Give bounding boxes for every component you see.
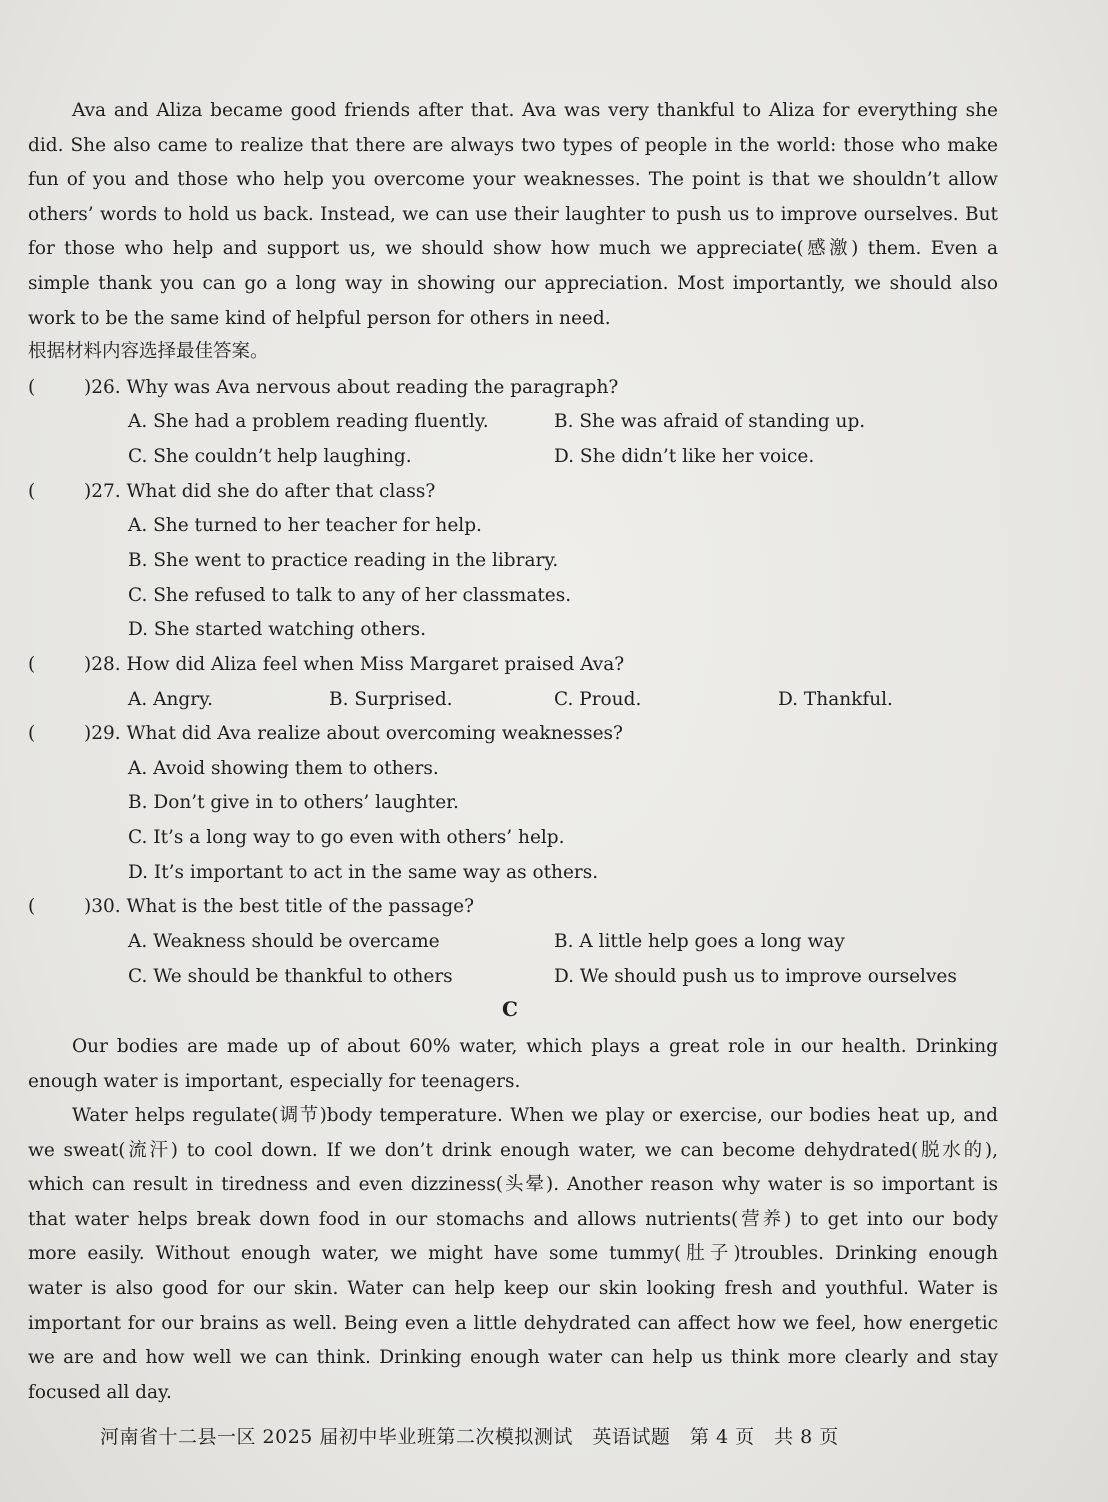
question-30 xyxy=(28,896,474,917)
text-line: simple thank you can go a long way in showing our appreciation. Most importantly, we should also xyxy=(28,272,998,294)
text-line: we sweat(流汗) to cool down. If we don’t drink enough water, we can become dehydrated(脱水的), xyxy=(28,1139,998,1161)
option-d: D. It’s important to act in the same way as others. xyxy=(128,862,599,883)
passage-c-paragraph-2 xyxy=(28,1099,998,1410)
text-line: we are and how well we can think. Drinking enough water can help us think more clearly and stay xyxy=(28,1347,998,1369)
option-b: B. Don’t give in to others’ laughter. xyxy=(128,792,459,813)
option-c: C. She couldn’t help laughing. xyxy=(128,446,412,467)
text-line: Ava and Aliza became good friends after that. Ava was very thankful to Aliza for everything she xyxy=(72,100,998,121)
option-d: D. Thankful. xyxy=(778,689,893,710)
option-a: A. Avoid showing them to others. xyxy=(128,758,439,779)
text-line: which can result in tiredness and even dizziness(头晕). Another reason why water is so important is xyxy=(28,1174,998,1196)
page-footer: 河南省十二县一区 2025 届初中毕业班第二次模拟测试 英语试题 第 4 页 共 8 页 xyxy=(100,1426,839,1448)
answer-bracket[interactable]: ( xyxy=(28,654,36,675)
question-stem: )29. What did Ava realize about overcoming weaknesses? xyxy=(84,723,623,744)
text-line: more easily. Without enough water, we might have some tummy(肚子)troubles. Drinking enough xyxy=(28,1243,998,1265)
text-line: work to be the same kind of helpful person for others in need. xyxy=(28,307,611,329)
option-a: A. She turned to her teacher for help. xyxy=(128,515,482,536)
option-a: A. Weakness should be overcame xyxy=(128,931,440,952)
text-line: water is also good for our skin. Water can help keep our skin looking fresh and youthful. Water is xyxy=(28,1277,998,1299)
option-d: D. She started watching others. xyxy=(128,619,427,640)
section-heading: C xyxy=(502,997,518,1021)
option-b: B. She went to practice reading in the library. xyxy=(128,550,559,571)
answer-bracket[interactable]: ( xyxy=(28,896,36,917)
question-28 xyxy=(28,654,624,675)
text-line: enough water is important, especially for teenagers. xyxy=(28,1070,521,1092)
text-line: focused all day. xyxy=(28,1381,172,1403)
text-line: important for our brains as well. Being even a little dehydrated can affect how we feel, how energetic xyxy=(28,1312,998,1334)
option-d: D. We should push us to improve ourselves xyxy=(554,966,957,987)
option-d: D. She didn’t like her voice. xyxy=(554,446,815,467)
text-line: Our bodies are made up of about 60% water, which plays a great role in our health. Drinking xyxy=(72,1036,998,1057)
option-b: B. A little help goes a long way xyxy=(554,931,845,952)
question-29 xyxy=(28,723,623,744)
option-a: A. She had a problem reading fluently. xyxy=(128,411,489,432)
answer-bracket[interactable]: ( xyxy=(28,723,36,744)
option-a: A. Angry. xyxy=(128,689,213,710)
text-line: others’ words to hold us back. Instead, we can use their laughter to push us to improve ourselves. But xyxy=(28,203,998,225)
option-c: C. She refused to talk to any of her classmates. xyxy=(128,585,572,606)
question-stem: )28. How did Aliza feel when Miss Margaret praised Ava? xyxy=(84,654,625,675)
text-line: for those who help and support us, we should show how much we appreciate(感激) them. Even a xyxy=(28,238,998,260)
instruction: 根据材料内容选择最佳答案。 xyxy=(28,341,269,362)
text-line: did. She also came to realize that there are always two types of people in the world: those who make xyxy=(28,134,998,156)
passage-b-conclusion xyxy=(28,94,998,336)
answer-bracket[interactable]: ( xyxy=(28,481,36,502)
question-stem: )26. Why was Ava nervous about reading the paragraph? xyxy=(84,377,619,398)
question-stem: )27. What did she do after that class? xyxy=(84,481,436,502)
question-27 xyxy=(28,481,435,502)
answer-bracket[interactable]: ( xyxy=(28,377,36,398)
option-c: C. It’s a long way to go even with others’ help. xyxy=(128,827,565,848)
option-c: C. We should be thankful to others xyxy=(128,966,453,987)
text-line: fun of you and those who help you overcome your weaknesses. The point is that we shouldn’t allow xyxy=(28,169,998,191)
option-c: C. Proud. xyxy=(554,689,642,710)
question-stem: )30. What is the best title of the passage? xyxy=(84,896,475,917)
question-26 xyxy=(28,377,618,398)
passage-c-paragraph-1 xyxy=(28,1030,998,1099)
text-line: Water helps regulate(调节)body temperature. When we play or exercise, our bodies heat up, and xyxy=(72,1105,998,1126)
option-b: B. Surprised. xyxy=(329,689,453,710)
option-b: B. She was afraid of standing up. xyxy=(554,411,866,432)
text-line: that water helps break down food in our stomachs and allows nutrients(营养) to get into our body xyxy=(28,1208,998,1230)
